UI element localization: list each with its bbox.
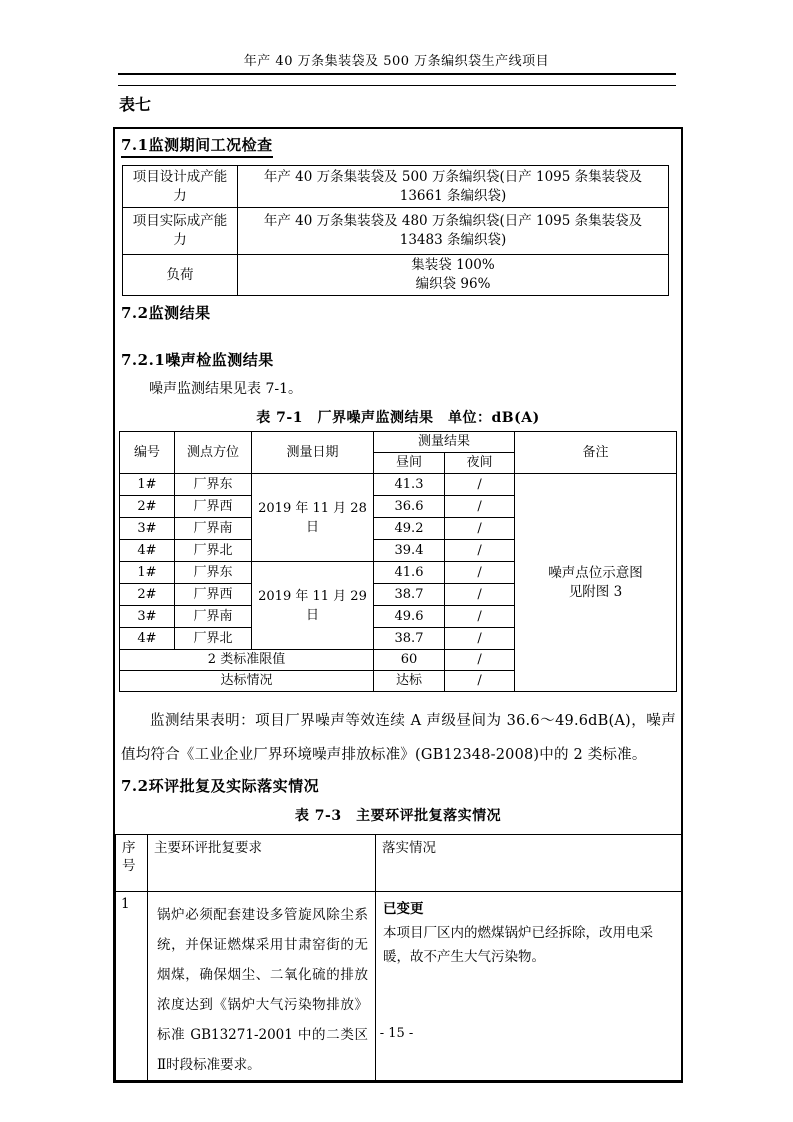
implementation-status: 已变更 — [383, 901, 424, 917]
noise-id-cell: 2# — [120, 496, 175, 518]
approval-implementation-table — [115, 834, 682, 1081]
table-row — [116, 892, 682, 1081]
section-7-2b-heading: 7.2环评批复及实际落实情况 — [121, 777, 320, 795]
remark-line-1: 噪声点位示意图 — [548, 564, 643, 581]
noise-night-cell: / — [445, 474, 515, 496]
noise-monitoring-table — [119, 431, 677, 692]
section-7-1-heading — [121, 134, 681, 158]
noise-header-date: 测量日期 — [252, 432, 374, 474]
header-rule-bottom — [118, 85, 676, 86]
section-7-2-1-heading: 7.2.1噪声检监测结果 — [121, 351, 274, 369]
table-header-row — [116, 835, 682, 892]
page-number: - 15 - — [379, 1026, 414, 1041]
noise-id-cell: 3# — [120, 518, 175, 540]
noise-night-cell: / — [445, 518, 515, 540]
capacity-value-cell: 年产 40 万条集装袋及 500 万条编织袋(日产 1095 条集装袋及 13661 条编织袋) — [238, 166, 669, 208]
noise-day-cell: 38.7 — [374, 628, 445, 650]
noise-day-cell: 36.6 — [374, 496, 445, 518]
noise-id-cell: 3# — [120, 606, 175, 628]
noise-remark-cell — [515, 474, 677, 692]
noise-day-cell: 49.6 — [374, 606, 445, 628]
noise-id-cell: 1# — [120, 562, 175, 584]
noise-date-cell: 2019 年 11 月 28 日 — [252, 474, 374, 562]
noise-position-cell: 厂界东 — [175, 562, 252, 584]
noise-position-cell: 厂界北 — [175, 628, 252, 650]
monitoring-analysis-paragraph: 监测结果表明：项目厂界噪声等效连续 A 声级昼间为 36.6～49.6dB(A)，噪声值均符合《工业企业厂界环境噪声排放标准》(GB12348-2008)中的 2 类标准。 — [121, 713, 676, 763]
noise-header-day: 昼间 — [374, 453, 445, 474]
approval-requirement-cell: 锅炉必须配套建设多管旋风除尘系统，并保证燃煤采用甘肃窑街的无烟煤，确保烟尘、二氧化硫的排放浓度达到《锅炉大气污染物排放》标准 GB13271-2001 中的二类区Ⅱ时段标准要求。 — [148, 892, 376, 1081]
approval-header-no: 序号 — [116, 835, 148, 892]
table-row — [123, 255, 669, 296]
noise-day-cell: 49.2 — [374, 518, 445, 540]
noise-night-cell: / — [445, 584, 515, 606]
noise-date-cell: 2019 年 11 月 29 日 — [252, 562, 374, 650]
noise-position-cell: 厂界南 — [175, 518, 252, 540]
standard-night-cell: / — [445, 650, 515, 671]
noise-header-result: 测量结果 — [374, 432, 515, 453]
noise-id-cell: 1# — [120, 474, 175, 496]
compliance-night-cell: / — [445, 671, 515, 692]
noise-position-cell: 厂界北 — [175, 540, 252, 562]
noise-night-cell: / — [445, 562, 515, 584]
production-capacity-table — [122, 165, 669, 296]
capacity-label-cell: 项目设计成产能力 — [123, 166, 238, 208]
standard-day-cell: 60 — [374, 650, 445, 671]
capacity-value-cell: 年产 40 万条集装袋及 480 万条编织袋(日产 1095 条集装袋及 13483 条编织袋) — [238, 208, 669, 255]
noise-night-cell: / — [445, 540, 515, 562]
capacity-label-cell: 项目实际成产能力 — [123, 208, 238, 255]
noise-header-id: 编号 — [120, 432, 175, 474]
noise-id-cell: 2# — [120, 584, 175, 606]
noise-header-night: 夜间 — [445, 453, 515, 474]
section-7-2-heading: 7.2监测结果 — [121, 304, 211, 322]
standard-label-cell: 2 类标准限值 — [120, 650, 374, 671]
noise-header-position: 测点方位 — [175, 432, 252, 474]
table-row — [123, 208, 669, 255]
table-seven-label: 表七 — [119, 95, 152, 114]
noise-header-remark: 备注 — [515, 432, 677, 474]
noise-night-cell: / — [445, 606, 515, 628]
capacity-label-cell: 负荷 — [123, 255, 238, 296]
noise-intro-text: 噪声监测结果见表 7-1。 — [149, 381, 302, 397]
noise-table-caption: 表 7-1 厂界噪声监测结果 单位：dB(A) — [256, 410, 540, 426]
implementation-detail: 本项目厂区内的燃煤锅炉已经拆除，改用电采暖，故不产生大气污染物。 — [383, 925, 653, 965]
approval-header-requirement: 主要环评批复要求 — [148, 835, 376, 892]
remark-line-2: 见附图 3 — [568, 583, 623, 600]
approval-implementation-cell — [376, 892, 682, 1081]
noise-position-cell: 厂界西 — [175, 584, 252, 606]
approval-no-cell: 1 — [116, 892, 148, 1081]
capacity-value-cell — [238, 255, 669, 296]
noise-position-cell: 厂界南 — [175, 606, 252, 628]
page-title: 年产 40 万条集装袋及 500 万条编织袋生产线项目 — [243, 54, 550, 69]
compliance-label-cell: 达标情况 — [120, 671, 374, 692]
load-line-1: 集装袋 100% — [411, 257, 495, 273]
approval-header-implementation: 落实情况 — [376, 835, 682, 892]
noise-id-cell: 4# — [120, 628, 175, 650]
noise-position-cell: 厂界西 — [175, 496, 252, 518]
form-border — [113, 127, 683, 1083]
noise-day-cell: 38.7 — [374, 584, 445, 606]
header-rule-top — [118, 73, 676, 75]
noise-position-cell: 厂界东 — [175, 474, 252, 496]
table-row — [123, 166, 669, 208]
approval-table-caption: 表 7-3 主要环评批复落实情况 — [294, 808, 502, 824]
table-header-row — [120, 432, 677, 453]
noise-night-cell: / — [445, 628, 515, 650]
noise-id-cell: 4# — [120, 540, 175, 562]
load-line-2: 编织袋 96% — [415, 276, 491, 292]
noise-night-cell: / — [445, 496, 515, 518]
compliance-day-cell: 达标 — [374, 671, 445, 692]
noise-day-cell: 41.3 — [374, 474, 445, 496]
noise-day-cell: 39.4 — [374, 540, 445, 562]
section-7-1-heading-text: 7.1监测期间工况检查 — [121, 134, 273, 158]
table-row — [120, 474, 677, 496]
noise-day-cell: 41.6 — [374, 562, 445, 584]
